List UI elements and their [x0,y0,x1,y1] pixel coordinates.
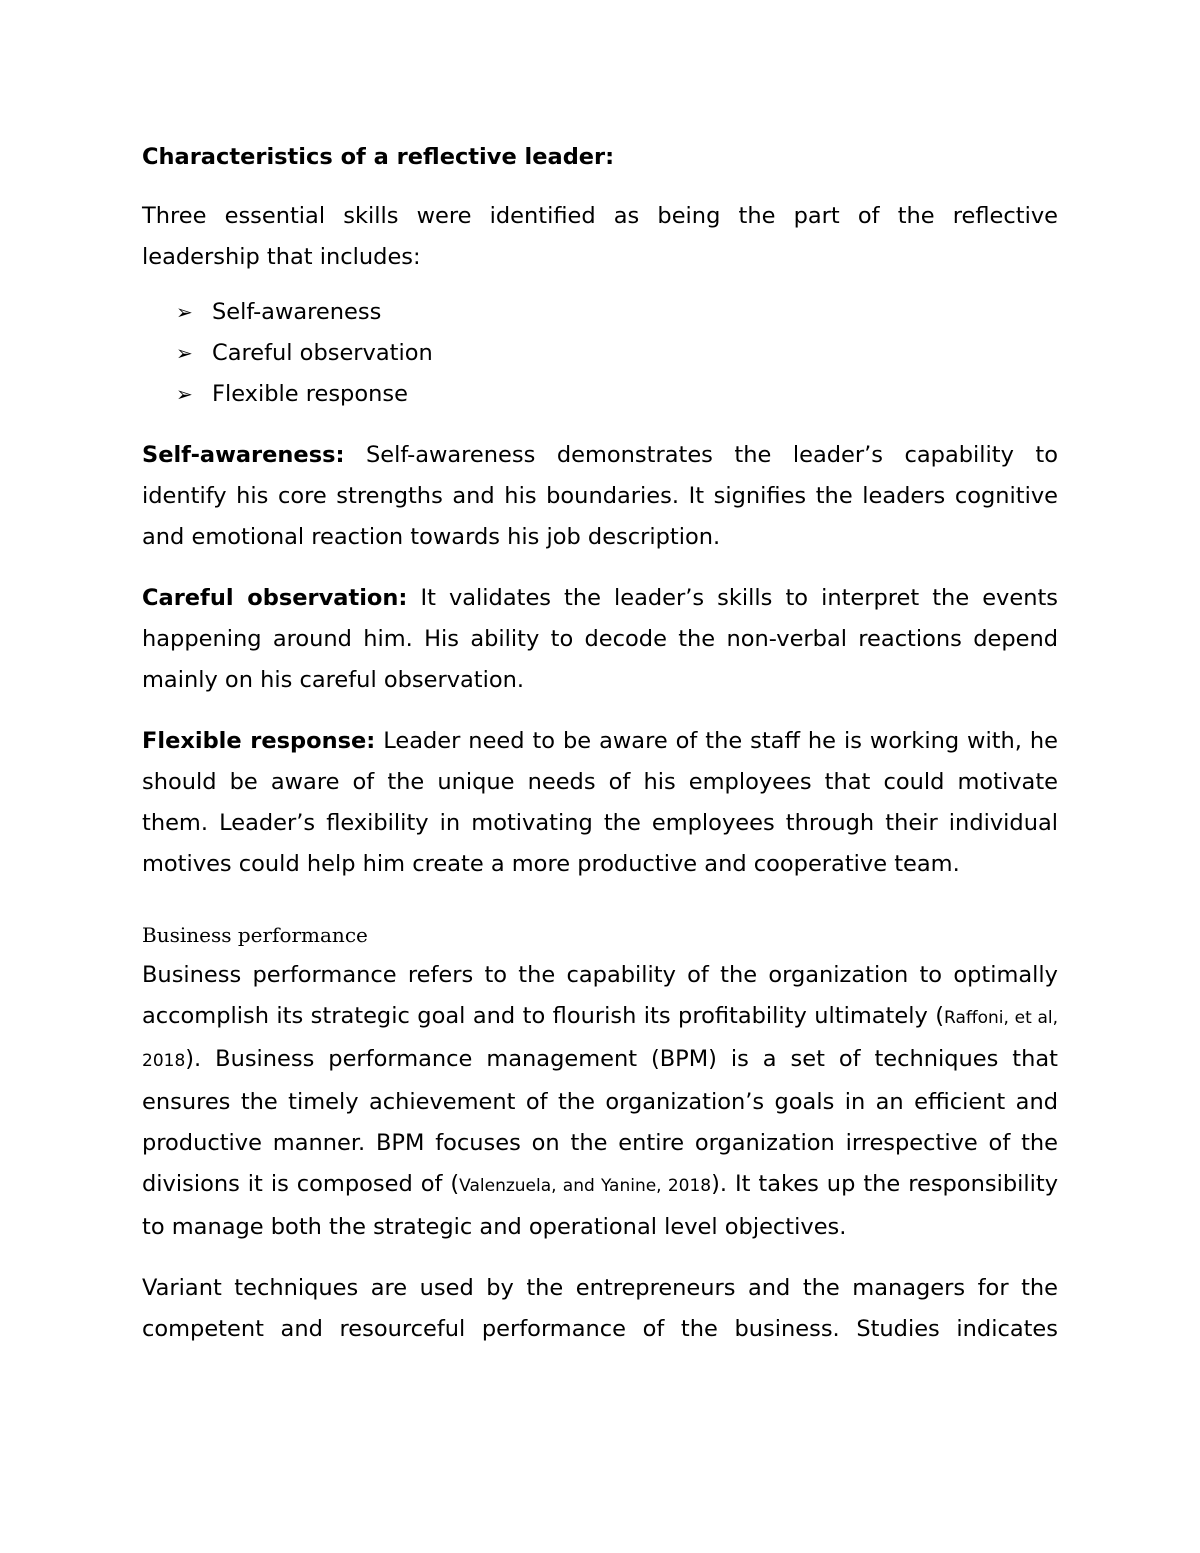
careful-observation-paragraph [142,578,1058,701]
citation: Valenzuela, and Yanine, 2018 [459,1176,712,1196]
self-awareness-paragraph [142,435,1058,558]
arrow-bullet-icon: ➢ [176,300,193,324]
paragraph-text: It validates the leader’s skills to interpret the events happening around him. His ability to decode the non-verbal reactions depend mainly on his careful observation. [142,585,1058,693]
paragraph-lead: Careful observation: [142,585,408,611]
list-item [142,292,1058,333]
document-content [142,140,1058,1370]
arrow-bullet-icon: ➢ [176,382,193,406]
flexible-response-paragraph [142,721,1058,885]
paragraph-lead: Flexible response: [142,728,376,754]
list-item [142,374,1058,415]
paragraph-text: Business performance refers to the capability of the organization to optimally accomplish its strategic goal and to flourish its profitability ultimately ( [142,962,1058,1029]
list-item-label: Careful observation [212,340,433,366]
paragraph-text: ). Business performance management (BPM) is a set of techniques that ensures the timely achievement of the organization’s goals in an efficient and productive manner. BPM focuses on the entire organization irrespective of the divisions it is composed of ( [142,1046,1058,1197]
paragraph-text: ). It takes up the responsibility to manage both the strategic and operational level objectives. [142,1171,1059,1240]
business-performance-heading: Business performance [142,923,368,947]
paragraph-lead: Self-awareness: [142,442,345,468]
list-item-label: Self-awareness [212,299,382,325]
paragraph-text: Leader need to be aware of the staff he is working with, he should be aware of the unique needs of his employees that could motivate them. Leader’s flexibility in motivating the employees through their individual motives could help him create a more productive and cooperative team. [142,728,1058,877]
citation: Raffoni, et al, 2018 [142,1008,1058,1071]
intro-paragraph: Three essential skills were identified as being the part of the reflective leadership that includes: [142,203,1058,270]
list-item [142,333,1058,374]
section-heading: Characteristics of a reflective leader: [142,144,615,170]
arrow-bullet-icon: ➢ [176,341,193,365]
variant-techniques-paragraph: Variant techniques are used by the entrepreneurs and the managers for the competent and resourceful performance of the business. Studies indicates [142,1275,1058,1342]
skills-list [142,292,1058,415]
paragraph-text: Self-awareness demonstrates the leader’s capability to identify his core strengths and his boundaries. It signifies the leaders cognitive and emotional reaction towards his job description. [142,442,1059,550]
list-item-label: Flexible response [212,381,408,407]
business-performance-paragraph [142,955,1058,1248]
